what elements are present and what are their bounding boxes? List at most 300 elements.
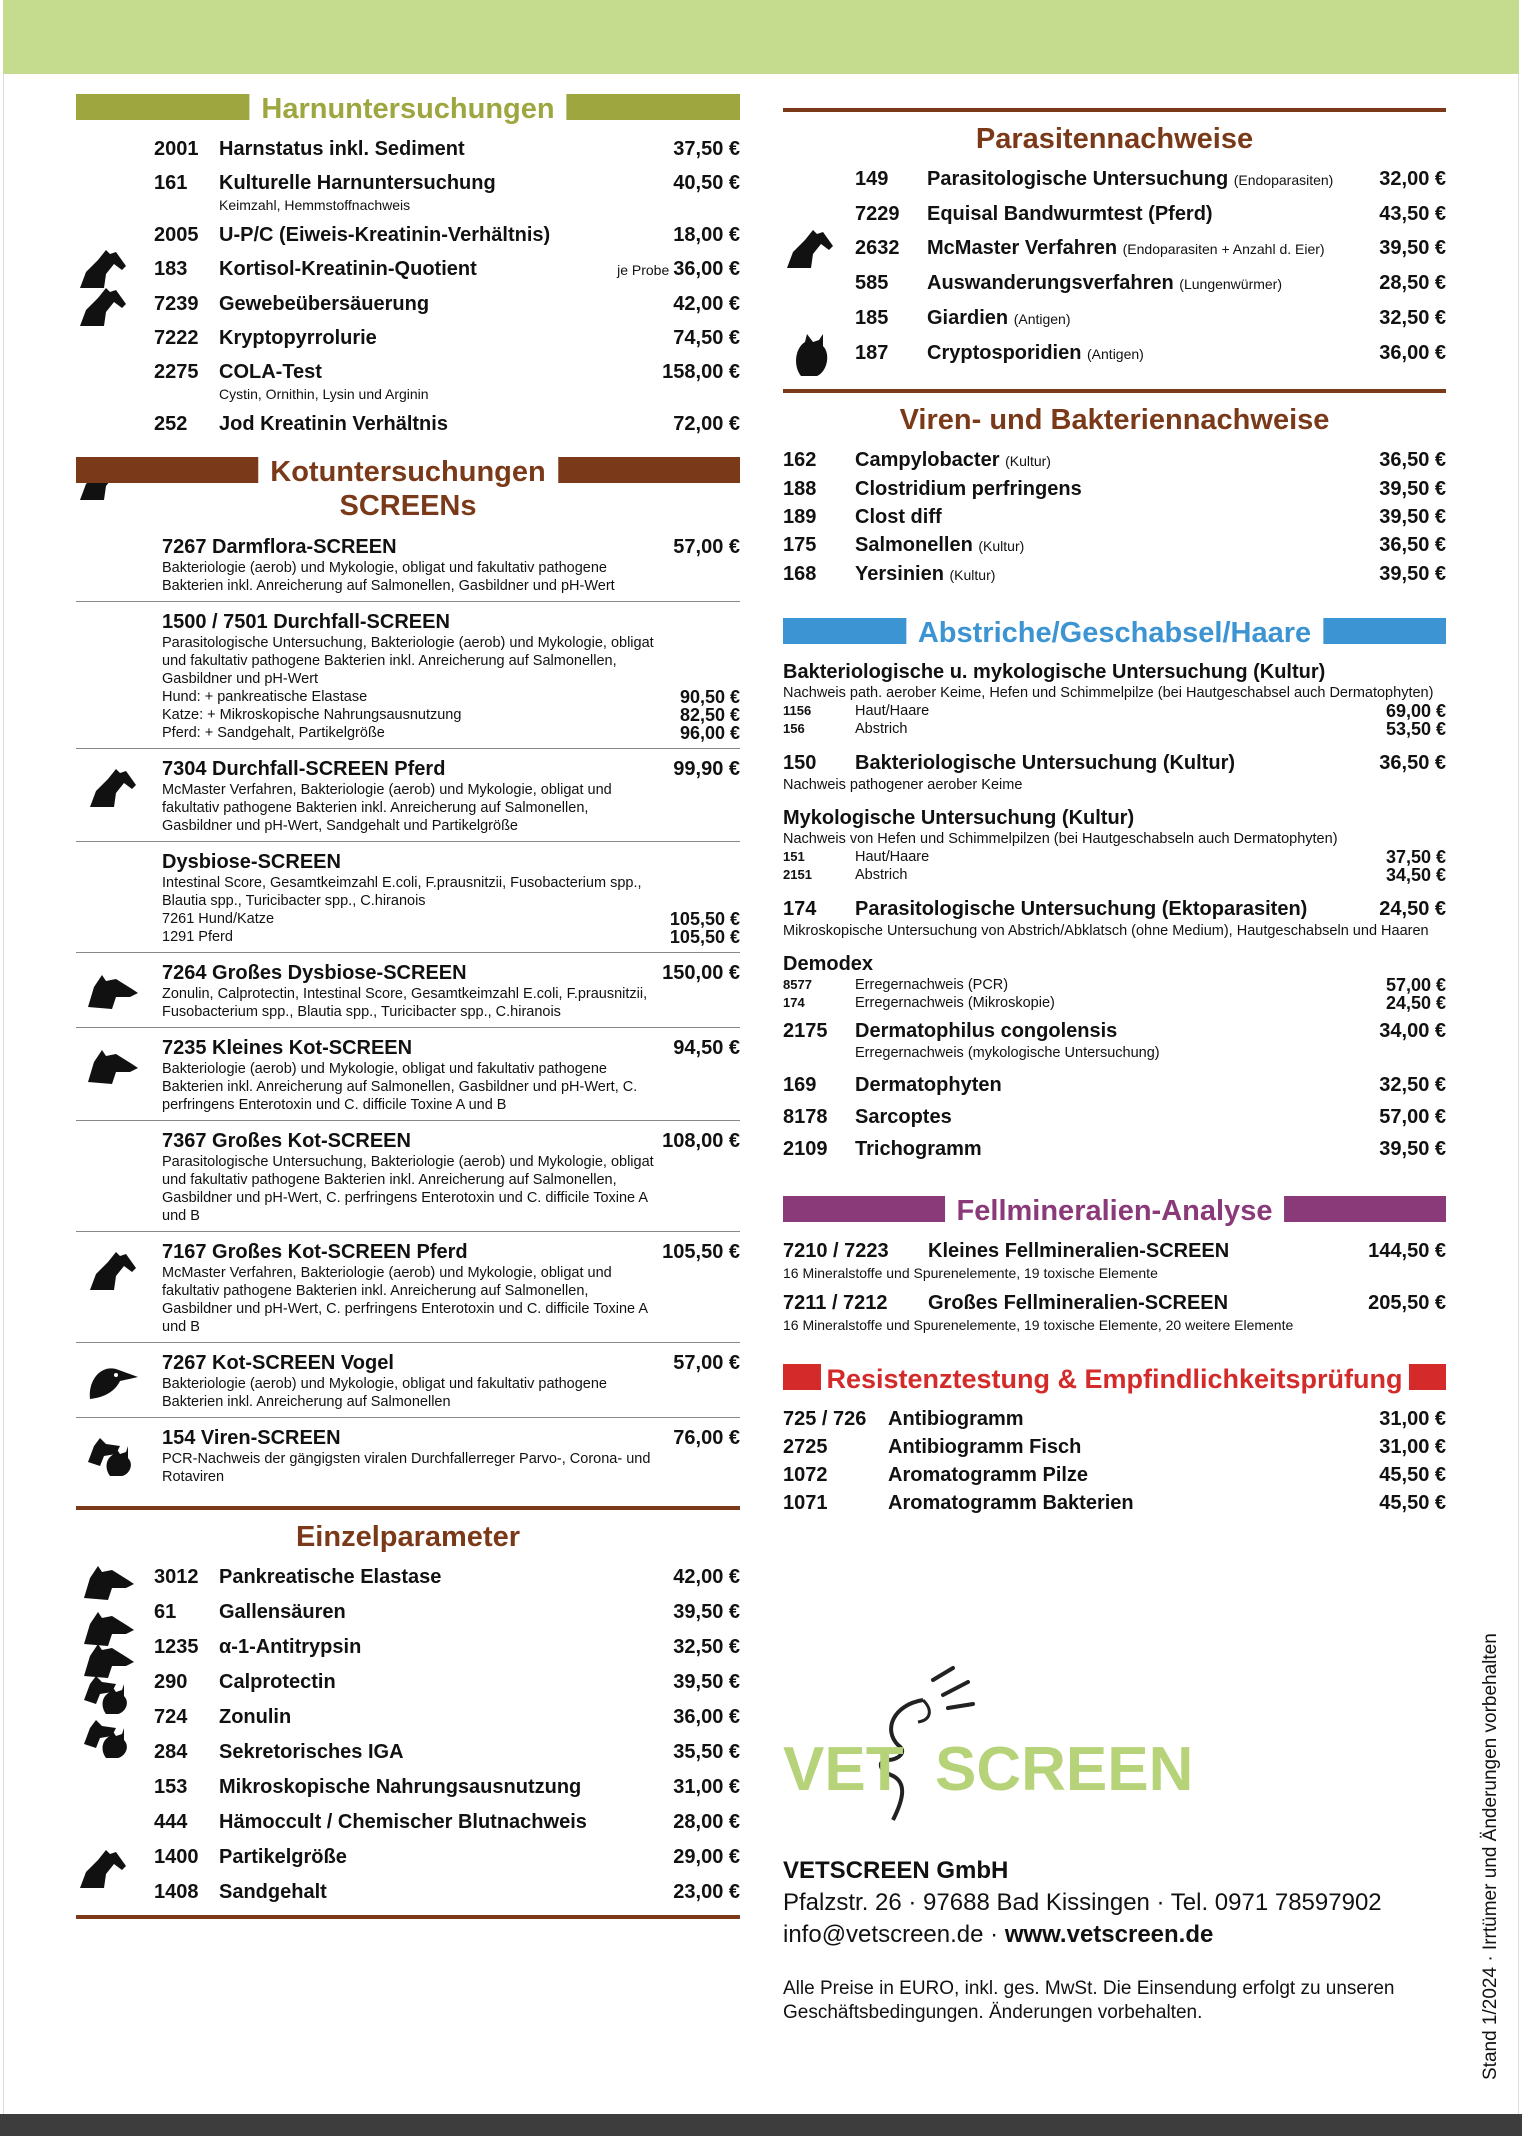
screen-price: 150,00 € [662,962,740,984]
screen-title: 1500 / 7501 Durchfall-SCREEN [162,611,450,633]
item-note: (Endoparasiten) [1233,172,1334,188]
list-item [783,1490,1446,1516]
dog-icon [86,967,140,1013]
item-price: 31,00 € [1379,1436,1446,1458]
item-name [927,305,1379,332]
d2175-name: Dermatophilus congolensis [855,1020,1118,1042]
item-code: 2001 [154,138,199,160]
item-code: 2632 [855,237,900,259]
myk-rows [783,848,1446,884]
website-link[interactable]: www.vetscreen.de [1004,1921,1214,1948]
variant-price: 69,00 € [1385,701,1446,721]
item-price: 45,50 € [1379,1492,1446,1514]
b150-name: Bakteriologische Untersuchung (Kultur) [855,752,1236,774]
item-name-text: Salmonellen [855,534,973,556]
p174-price: 24,50 € [1379,898,1446,920]
item-name-text: Cryptosporidien [927,342,1082,364]
screen-head [76,610,740,634]
list-item [783,1104,1446,1130]
item-price: 36,50 € [1379,534,1446,556]
item-name-text: Harnstatus inkl. Sediment [219,138,465,160]
fell-title: Fellmineralien-Analyse [945,1194,1285,1228]
resist-list [783,1406,1446,1516]
bak-sub: Nachweis path. aerober Keime, Hefen und Schimmelpilze (bei Hautgeschabsel auch Dermatophyten) [783,685,1434,701]
item-name-text: Hämoccult / Chemischer Blutnachweis [219,1811,587,1833]
item-name-text: Trichogramm [855,1138,982,1160]
item-price: 36,50 € [1379,449,1446,471]
item-code: 585 [855,272,889,294]
item-name-text: Auswanderungsverfahren [927,272,1174,294]
viren-title: Viren- und Bakteriennachweise [783,389,1446,437]
parasiten-list [783,166,1446,367]
item-name-text: Aromatogramm Pilze [888,1464,1089,1486]
variant-price: 24,50 € [1385,993,1446,1013]
side-note: Stand 1/2024 · Irrtümer und Änderungen vorbehalten [1480,1633,1501,2080]
harn-title: Harnuntersuchungen [249,92,566,126]
item-name [888,1434,1379,1460]
viren-list [783,447,1446,588]
einzel-bottom-rule [76,1915,740,1919]
variant-price: 105,50 € [669,927,740,947]
variant-price: 34,50 € [1385,865,1446,885]
list-item [783,1462,1446,1488]
list-item [76,1564,740,1590]
list-item [783,340,1446,367]
screen-head [76,850,740,874]
item-sub: Keimzahl, Hemmstoffnachweis [219,197,411,213]
dog-icon [82,1558,136,1604]
variant-label: Abstrich [855,721,908,737]
list-item [76,291,740,317]
screen-price: 57,00 € [673,536,740,558]
item-name-text: Sarcoptes [855,1106,952,1128]
screen-head [76,1426,740,1450]
screen-variant [76,706,740,724]
horse-icon [86,1246,140,1292]
item-code: 7229 [855,203,900,225]
list-item [783,235,1446,262]
item-code: 7239 [154,293,199,315]
variant-price: 53,50 € [1385,719,1446,739]
item-code: 7222 [154,327,199,349]
item-price: 40,50 € [673,172,740,194]
item-name [927,340,1379,367]
abstriche-items [783,1072,1446,1162]
item-name-text: Yersinien [855,563,944,585]
bak-title: Bakteriologische u. mykologische Untersuchung (Kultur) [783,661,1326,683]
item-price: 35,50 € [673,1741,740,1763]
cat-icon [787,332,841,378]
list-item [76,1669,740,1695]
price-variant [783,976,1446,994]
item-name-text: COLA-Test [219,361,322,383]
item-name-text: Kortisol-Kreatinin-Quotient [219,258,477,280]
item-name [219,136,673,162]
list-item [783,1072,1446,1098]
screen-desc: McMaster Verfahren, Bakteriologie (aerob) und Mykologie, obligat und fakultativ pathogene Bakterien inkl. Anreicherung auf Salmonellen, Gasbildner und pH-Wert, Sandgehalt und Partikelgröße [162,782,612,834]
item-price: 158,00 € [662,361,740,383]
list-item [783,1290,1446,1316]
item-name [219,1669,673,1695]
item-code: 185 [855,307,889,329]
list-item [76,1879,740,1905]
screen-title: 7167 Großes Kot-SCREEN Pferd [162,1241,468,1263]
item-price: 144,50 € [1368,1240,1446,1262]
screen-title: 7267 Kot-SCREEN Vogel [162,1352,394,1374]
item-name [855,1136,1379,1162]
harn-list [76,136,740,437]
item-name-text: Großes Fellmineralien-SCREEN [928,1292,1229,1314]
item-price: 45,50 € [1379,1464,1446,1486]
harn-banner [76,92,740,125]
item-price: 39,50 € [673,1601,740,1623]
screen-title: 7235 Kleines Kot-SCREEN [162,1037,413,1059]
item-code: 3012 [154,1566,199,1588]
list-item [783,166,1446,193]
list-item [76,222,740,248]
variant-label: Erregernachweis (Mikroskopie) [855,995,1055,1011]
variant-price: 90,50 € [679,687,740,707]
item-name [219,1809,673,1835]
item-name-text: Dermatophyten [855,1074,1002,1096]
logo-graphic [783,1660,1203,1830]
screen-item [76,527,740,602]
list-item [76,1634,740,1660]
item-code: 284 [154,1741,188,1763]
item-name [927,166,1379,193]
price-variant [783,994,1446,1012]
item-unit-note: je Probe [617,262,670,278]
item-price: 42,00 € [673,293,740,315]
address-line: Pfalzstr. 26 · 97688 Bad Kissingen · Tel. 0971 78597902 [783,1889,1382,1916]
item-note: (Endoparasiten + Anzahl d. Eier) [1122,241,1325,257]
screen-item [76,1343,740,1418]
item-note: (Lungenwürmer) [1179,276,1283,292]
screen-item [76,1232,740,1343]
abstriche-section [783,660,1446,1162]
list-item [76,325,740,351]
variant-code: 2151 [783,867,812,882]
screen-variant [76,928,740,946]
screen-variant [76,688,740,706]
item-price: 31,00 € [1379,1408,1446,1430]
b150-price: 36,50 € [1379,752,1446,774]
item-price: 23,00 € [673,1881,740,1903]
screen-head [76,1036,740,1060]
item-code: 724 [154,1706,188,1728]
item-code: 2725 [783,1436,828,1458]
item-name-text: α-1-Antitrypsin [219,1636,362,1658]
screen-price: 57,00 € [673,1352,740,1374]
item-name [219,325,673,351]
resist-banner [783,1362,1446,1392]
screen-desc: Bakteriologie (aerob) und Mykologie, obligat und fakultativ pathogene Bakterien inkl. Anreicherung auf Salmonellen, Gasbildner und pH-Wert, C. perfringens Enterotoxin und C. difficile Toxine A und B [162,1061,638,1113]
item-name-text: Clostridium perfringens [855,478,1082,500]
left-column [76,92,740,1919]
fell-banner [783,1194,1446,1227]
variant-code: 174 [783,995,805,1010]
item-price: 32,50 € [1379,307,1446,329]
screen-title: 7367 Großes Kot-SCREEN [162,1130,411,1152]
variant-price: 105,50 € [669,909,740,929]
item-name-text: Clost diff [855,506,942,528]
bak-rows [783,702,1446,738]
list-item [76,1704,740,1730]
p174-name: Parasitologische Untersuchung (Ektoparasiten) [855,898,1308,920]
item-price: 18,00 € [673,224,740,246]
item-price: 32,00 € [1379,168,1446,190]
b150-row [783,750,1446,776]
list-item [783,201,1446,227]
item-price: 39,50 € [673,1671,740,1693]
item-note: (Antigen) [1087,346,1144,362]
d2175-code: 2175 [783,1020,828,1042]
item-name-text: Campylobacter [855,449,1000,471]
demo-title: Demodex [783,953,874,975]
resist-title: Resistenztestung & Empfindlichkeitsprüfung [820,1362,1408,1396]
animal-group-icon [82,1670,136,1716]
item-name [219,291,673,317]
parasiten-title: Parasitennachweise [783,108,1446,156]
horse-icon [783,224,837,270]
item-code: 2109 [783,1138,828,1160]
screen-item [76,1418,740,1492]
variant-label: Hund: + pankreatische Elastase [162,689,368,705]
list-item [76,170,740,196]
list-item [76,1774,740,1800]
screen-head [76,1129,740,1153]
item-name-text: Gewebeübersäuerung [219,293,430,315]
screen-variant [76,910,740,928]
item-price: 39,50 € [1379,1138,1446,1160]
item-price: 29,00 € [673,1846,740,1868]
variant-label: Haut/Haare [855,849,930,865]
horse-icon [86,763,140,809]
variant-price: 96,00 € [679,723,740,743]
item-code: 189 [783,506,817,528]
web-line [783,1919,1463,1951]
variant-label: Haut/Haare [855,703,930,719]
screen-desc: Bakteriologie (aerob) und Mykologie, obligat und fakultativ pathogene Bakterien inkl. Anreicherung auf Salmonellen, Gasbildner und pH-Wert [162,560,615,594]
item-price: 39,50 € [1379,563,1446,585]
item-price: 37,50 € [673,138,740,160]
right-column [783,108,1446,1516]
bird-icon [86,1357,140,1403]
list-item [783,1238,1446,1264]
p174-row [783,896,1446,922]
item-name-text: Antibiogramm Fisch [888,1436,1082,1458]
item-price: 39,50 € [1379,506,1446,528]
d2175-sub: Erregernachweis (mykologische Untersuchung) [855,1045,1160,1061]
screen-head [76,1240,740,1264]
item-price: 205,50 € [1368,1292,1446,1314]
variant-code: 8577 [783,977,812,992]
item-code: 1400 [154,1846,199,1868]
screen-item [76,602,740,749]
list-item [76,1844,740,1870]
item-code: 2005 [154,224,199,246]
list-item [783,476,1446,502]
item-code: 290 [154,1671,188,1693]
variant-code: 156 [783,721,805,736]
list-item [783,1136,1446,1162]
item-name [219,1599,673,1625]
item-price: 36,00 € [673,1706,740,1728]
kot-title-line1: Kotuntersuchungen [270,456,546,488]
item-name [928,1238,1368,1264]
item-name [219,411,673,437]
company-name: VETSCREEN GmbH [783,1857,1009,1884]
item-name-text: Zonulin [219,1706,292,1728]
list-item [76,136,740,162]
item-code: 1235 [154,1636,199,1658]
item-name [219,1634,673,1660]
item-note: (Kultur) [949,567,996,583]
price-variant [783,866,1446,884]
screen-item [76,842,740,953]
item-code: 61 [154,1601,177,1623]
item-name-text: McMaster Verfahren [927,237,1118,259]
list-item [76,1599,740,1625]
item-name-text: U-P/C (Eiweis-Kreatinin-Verhältnis) [219,224,551,246]
myk-title: Mykologische Untersuchung (Kultur) [783,807,1135,829]
screen-desc: McMaster Verfahren, Bakteriologie (aerob) und Mykologie, obligat und fakultativ pathogene Bakterien inkl. Anreicherung auf Salmonellen, Gasbildner und pH-Wert, C. perfringens Enterotoxin und C. difficile Toxine A und B [162,1265,648,1335]
item-note: (Antigen) [1013,311,1071,327]
item-price: 39,50 € [1379,478,1446,500]
item-code: 153 [154,1776,188,1798]
einzel-title: Einzelparameter [76,1506,740,1554]
variant-label: 1291 Pferd [162,929,233,945]
item-note: (Kultur) [978,538,1025,554]
list-item [783,305,1446,332]
item-name-text: Gallensäuren [219,1601,346,1623]
item-name [855,1104,1379,1130]
item-name [855,561,1379,588]
contact-block [783,1855,1463,2025]
item-name [888,1462,1379,1488]
item-sub: 16 Mineralstoffe und Spurenelemente, 19 toxische Elemente, 20 weitere Elemente [783,1317,1294,1333]
kot-banner [76,455,740,529]
item-note: (Kultur) [1005,453,1051,469]
item-name-text: Sandgehalt [219,1881,327,1903]
vetscreen-logo [783,1660,1203,1830]
abstriche-banner [783,616,1446,649]
b150-code: 150 [783,752,817,774]
item-name [219,1844,673,1870]
item-name-text: Giardien [927,307,1009,329]
variant-label: Erregernachweis (PCR) [855,977,1009,993]
item-name [855,532,1379,559]
abstriche-title: Abstriche/Geschabsel/Haare [906,616,1323,650]
item-code: 169 [783,1074,817,1096]
item-price: 36,00 € [1379,342,1446,364]
email-link[interactable]: info@vetscreen.de · [783,1921,1005,1948]
item-name-text: Kleines Fellmineralien-SCREEN [928,1240,1230,1262]
screen-list [76,527,740,1492]
item-name-text: Kulturelle Harnuntersuchung [219,172,496,194]
item-code: 725 / 726 [783,1408,867,1430]
screen-title: 154 Viren-SCREEN [162,1427,341,1449]
item-price: 57,00 € [1379,1106,1446,1128]
item-name-text: Parasitologische Untersuchung [927,168,1229,190]
item-price: 28,50 € [1379,272,1446,294]
item-code: 175 [783,534,817,556]
screen-price: 108,00 € [662,1130,740,1152]
item-name [855,447,1379,474]
screen-head [76,757,740,781]
item-code: 183 [154,258,188,280]
variant-code: 151 [783,849,805,864]
variant-code: 1156 [783,703,812,718]
item-price: 32,50 € [1379,1074,1446,1096]
screen-title: 7304 Durchfall-SCREEN Pferd [162,758,446,780]
item-name-text: Equisal Bandwurmtest (Pferd) [927,203,1213,225]
list-item [783,1434,1446,1460]
item-price: 32,50 € [673,1636,740,1658]
item-price: 74,50 € [673,327,740,349]
list-item [783,447,1446,474]
screen-desc: Parasitologische Untersuchung, Bakteriologie (aerob) und Mykologie, obligat und fakultativ pathogene Bakterien inkl. Anreicherung auf Salmonellen, Gasbildner und pH-Wert [162,635,654,687]
item-name [855,1072,1379,1098]
item-price: 28,00 € [673,1811,740,1833]
screen-item [76,953,740,1028]
list-item [783,504,1446,530]
logo-text-left: VET [783,1735,904,1804]
list-item [783,1406,1446,1432]
item-sub: Cystin, Ornithin, Lysin und Arginin [219,386,429,402]
b150-sub: Nachweis pathogener aerober Keime [783,777,1023,793]
horse-icon [76,1844,130,1890]
list-item [76,1739,740,1765]
item-name-text: Jod Kreatinin Verhältnis [219,413,448,435]
list-item [76,411,740,437]
fell-list [783,1238,1446,1334]
price-variant [783,702,1446,720]
kot-title [258,455,558,523]
d2175-row [783,1018,1446,1044]
item-name [219,256,617,282]
item-name [219,222,673,248]
list-item [76,256,740,283]
list-item [783,270,1446,297]
item-name [219,359,662,385]
price-note: Alle Preise in EURO, inkl. ges. MwSt. Die Einsendung erfolgt zu unseren Geschäftsbedingungen. Änderungen vorbehalten. [783,1978,1395,2023]
item-code: 161 [154,172,188,194]
screen-price: 94,50 € [673,1037,740,1059]
item-sub: 16 Mineralstoffe und Spurenelemente, 19 toxische Elemente [783,1265,1158,1281]
item-name-text: Antibiogramm [888,1408,1024,1430]
item-code: 252 [154,413,188,435]
item-code: 2275 [154,361,199,383]
d2175-price: 34,00 € [1379,1020,1446,1042]
variant-price: 37,50 € [1385,847,1446,867]
item-name [219,1879,673,1905]
variant-label: Katze: + Mikroskopische Nahrungsausnutzung [162,707,462,723]
item-code: 168 [783,563,817,585]
item-name [219,1564,673,1590]
demo-rows [783,976,1446,1012]
logo-text-right: SCREEN [935,1735,1194,1804]
item-name-text: Partikelgröße [219,1846,347,1868]
item-code: 187 [855,342,889,364]
item-price: 43,50 € [1379,203,1446,225]
myk-sub: Nachweis von Hefen und Schimmelpilzen (bei Hautgeschabseln auch Dermatophyten) [783,831,1338,847]
item-price: 36,00 € [673,258,740,280]
screen-item [76,1028,740,1121]
screen-desc: PCR-Nachweis der gängigsten viralen Durchfallerreger Parvo-, Corona- und Rotaviren [162,1451,651,1485]
list-item [783,561,1446,588]
dog-icon [86,1042,140,1088]
